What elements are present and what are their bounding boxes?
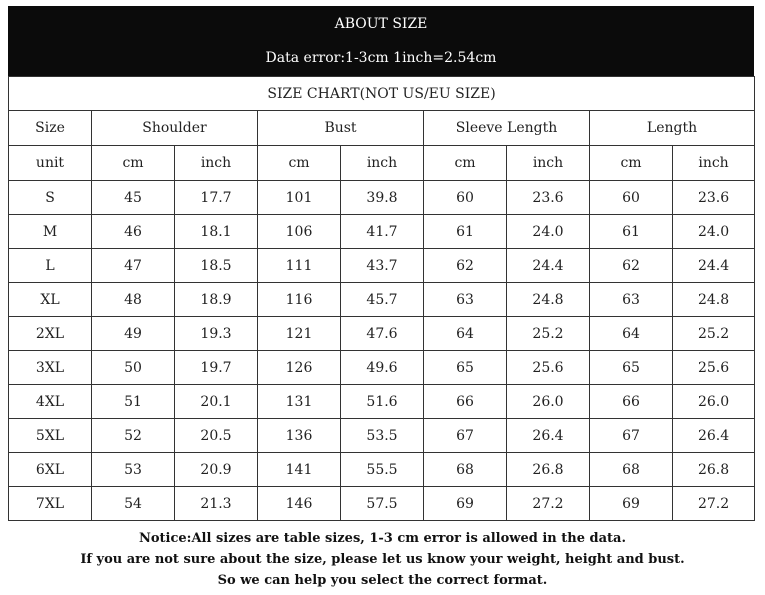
- measurement-cell: 27.2: [507, 487, 590, 521]
- measurement-cell: 51: [92, 385, 175, 419]
- measurement-cell: 146: [258, 487, 341, 521]
- measurement-cell: 51.6: [341, 385, 424, 419]
- measurement-cell: 21.3: [175, 487, 258, 521]
- size-label-cell: 7XL: [9, 487, 92, 521]
- measurement-cell: 141: [258, 453, 341, 487]
- table-row: [9, 487, 755, 521]
- size-label-cell: 3XL: [9, 351, 92, 385]
- size-label-cell: M: [9, 215, 92, 249]
- measurement-cell: 52: [92, 419, 175, 453]
- measurement-cell: 20.9: [175, 453, 258, 487]
- table-caption: SIZE CHART(NOT US/EU SIZE): [9, 77, 755, 111]
- measurement-cell: 53: [92, 453, 175, 487]
- measurement-cell: 67: [590, 419, 673, 453]
- size-header: [8, 6, 754, 76]
- measurement-cell: 41.7: [341, 215, 424, 249]
- measurement-cell: 24.4: [673, 249, 755, 283]
- measurement-cell: 61: [590, 215, 673, 249]
- column-group-bust: Bust: [258, 111, 424, 146]
- measurement-cell: 24.8: [673, 283, 755, 317]
- notice-line-2: If you are not sure about the size, please let us know your weight, height and bust.: [80, 552, 685, 567]
- table-row: [9, 385, 755, 419]
- measurement-cell: 18.9: [175, 283, 258, 317]
- measurement-cell: 64: [590, 317, 673, 351]
- measurement-cell: 25.6: [507, 351, 590, 385]
- table-row: [9, 215, 755, 249]
- measurement-cell: 131: [258, 385, 341, 419]
- measurement-cell: 26.8: [673, 453, 755, 487]
- measurement-cell: 47.6: [341, 317, 424, 351]
- measurement-cell: 49.6: [341, 351, 424, 385]
- table-row: [9, 181, 755, 215]
- header-subtitle: Data error:1-3cm 1inch=2.54cm: [265, 50, 497, 66]
- measurement-cell: 25.2: [507, 317, 590, 351]
- measurement-cell: 18.1: [175, 215, 258, 249]
- size-label-cell: 4XL: [9, 385, 92, 419]
- measurement-cell: 65: [590, 351, 673, 385]
- unit-header: inch: [341, 146, 424, 181]
- unit-header: inch: [507, 146, 590, 181]
- measurement-cell: 53.5: [341, 419, 424, 453]
- measurement-cell: 101: [258, 181, 341, 215]
- size-label-cell: 2XL: [9, 317, 92, 351]
- column-group-sleeve-length: Sleeve Length: [424, 111, 590, 146]
- measurement-cell: 45: [92, 181, 175, 215]
- column-group-length: Length: [590, 111, 755, 146]
- measurement-cell: 61: [424, 215, 507, 249]
- measurement-cell: 63: [424, 283, 507, 317]
- unit-header: cm: [92, 146, 175, 181]
- unit-header: inch: [175, 146, 258, 181]
- size-label-cell: S: [9, 181, 92, 215]
- notice-line-1: Notice:All sizes are table sizes, 1-3 cm error is allowed in the data.: [138, 531, 627, 546]
- measurement-cell: 68: [424, 453, 507, 487]
- measurement-cell: 43.7: [341, 249, 424, 283]
- table-row: [9, 419, 755, 453]
- measurement-cell: 126: [258, 351, 341, 385]
- measurement-cell: 60: [424, 181, 507, 215]
- measurement-cell: 45.7: [341, 283, 424, 317]
- measurement-cell: 23.6: [507, 181, 590, 215]
- measurement-cell: 63: [590, 283, 673, 317]
- measurement-cell: 26.4: [673, 419, 755, 453]
- table-row: [9, 453, 755, 487]
- measurement-cell: 26.8: [507, 453, 590, 487]
- measurement-cell: 20.1: [175, 385, 258, 419]
- measurement-cell: 66: [424, 385, 507, 419]
- measurement-cell: 48: [92, 283, 175, 317]
- measurement-cell: 111: [258, 249, 341, 283]
- notice-line-3: So we can help you select the correct format.: [217, 573, 548, 588]
- measurement-cell: 106: [258, 215, 341, 249]
- measurement-cell: 62: [590, 249, 673, 283]
- table-row: [9, 249, 755, 283]
- measurement-cell: 39.8: [341, 181, 424, 215]
- measurement-cell: 25.2: [673, 317, 755, 351]
- column-group-size: Size: [9, 111, 92, 146]
- measurement-cell: 50: [92, 351, 175, 385]
- measurement-cell: 20.5: [175, 419, 258, 453]
- measurement-cell: 24.4: [507, 249, 590, 283]
- measurement-cell: 65: [424, 351, 507, 385]
- measurement-cell: 57.5: [341, 487, 424, 521]
- measurement-cell: 47: [92, 249, 175, 283]
- measurement-cell: 19.3: [175, 317, 258, 351]
- column-group-shoulder: Shoulder: [92, 111, 258, 146]
- header-title: ABOUT SIZE: [334, 16, 428, 32]
- measurement-cell: 136: [258, 419, 341, 453]
- measurement-cell: 24.0: [673, 215, 755, 249]
- table-row: [9, 283, 755, 317]
- measurement-cell: 24.8: [507, 283, 590, 317]
- measurement-cell: 46: [92, 215, 175, 249]
- unit-header: cm: [590, 146, 673, 181]
- unit-header: inch: [673, 146, 755, 181]
- size-chart-table: [8, 76, 755, 521]
- size-label-cell: 6XL: [9, 453, 92, 487]
- table-row: [9, 351, 755, 385]
- measurement-cell: 24.0: [507, 215, 590, 249]
- measurement-cell: 121: [258, 317, 341, 351]
- unit-header: cm: [258, 146, 341, 181]
- measurement-cell: 54: [92, 487, 175, 521]
- measurement-cell: 116: [258, 283, 341, 317]
- measurement-cell: 26.0: [507, 385, 590, 419]
- notice-block: [0, 528, 765, 591]
- measurement-cell: 66: [590, 385, 673, 419]
- table-row: [9, 317, 755, 351]
- measurement-cell: 67: [424, 419, 507, 453]
- measurement-cell: 17.7: [175, 181, 258, 215]
- unit-header: cm: [424, 146, 507, 181]
- measurement-cell: 27.2: [673, 487, 755, 521]
- size-label-cell: L: [9, 249, 92, 283]
- measurement-cell: 69: [590, 487, 673, 521]
- measurement-cell: 18.5: [175, 249, 258, 283]
- measurement-cell: 23.6: [673, 181, 755, 215]
- measurement-cell: 69: [424, 487, 507, 521]
- measurement-cell: 26.4: [507, 419, 590, 453]
- measurement-cell: 60: [590, 181, 673, 215]
- measurement-cell: 64: [424, 317, 507, 351]
- measurement-cell: 55.5: [341, 453, 424, 487]
- measurement-cell: 68: [590, 453, 673, 487]
- measurement-cell: 49: [92, 317, 175, 351]
- size-label-cell: 5XL: [9, 419, 92, 453]
- unit-header-label: unit: [9, 146, 92, 181]
- measurement-cell: 26.0: [673, 385, 755, 419]
- measurement-cell: 19.7: [175, 351, 258, 385]
- measurement-cell: 25.6: [673, 351, 755, 385]
- measurement-cell: 62: [424, 249, 507, 283]
- size-label-cell: XL: [9, 283, 92, 317]
